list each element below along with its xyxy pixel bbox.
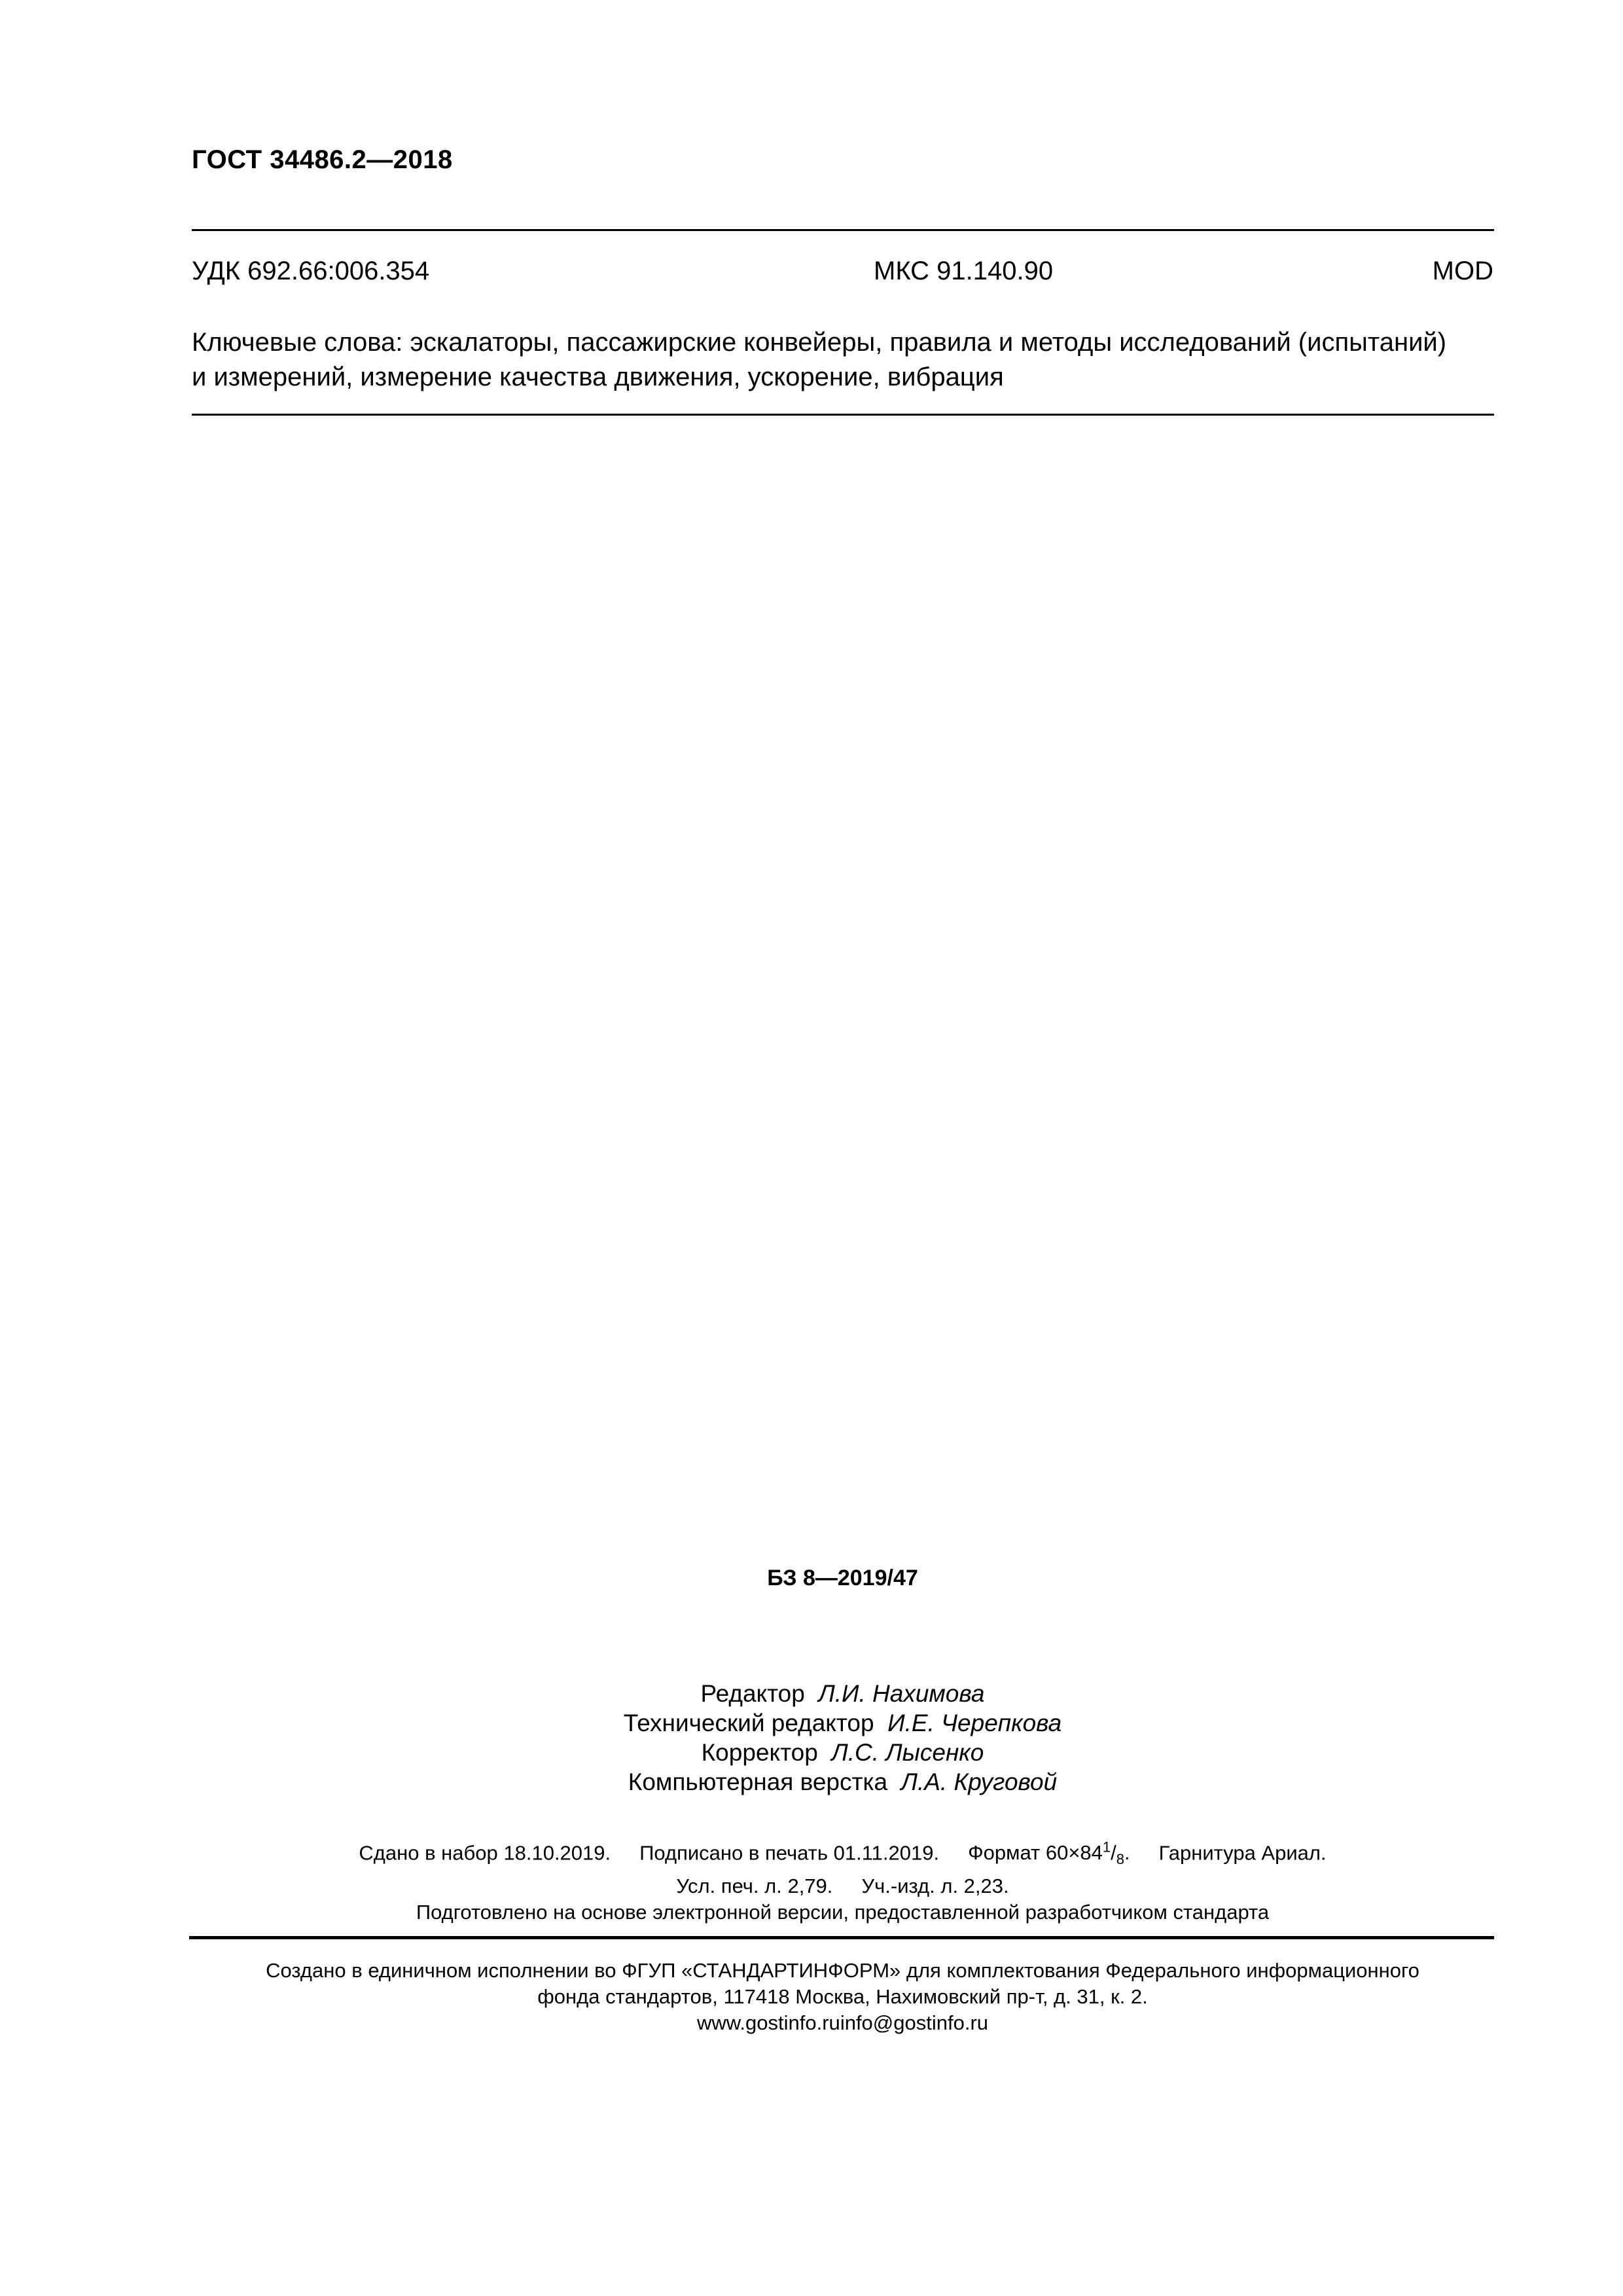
credit-editor <box>0 1679 1623 1708</box>
footer-rule <box>189 1936 1494 1939</box>
credit-name: Л.А. Круговой <box>901 1768 1058 1795</box>
signed-date: Подписано в печать 01.11.2019. <box>639 1841 940 1865</box>
credit-role: Компьютерная верстка <box>628 1768 888 1795</box>
mks-code: МКС 91.140.90 <box>874 257 1054 285</box>
printing-info <box>0 1835 1623 1926</box>
email-link[interactable]: info@gostinfo.ru <box>840 2011 989 2034</box>
keywords <box>192 325 1497 395</box>
footer-contacts <box>0 2010 1623 2036</box>
credit-role: Редактор <box>700 1680 805 1707</box>
udk-code: УДК 692.66:006.354 <box>192 257 430 285</box>
pub-sheets: Уч.-изд. л. 2,23. <box>861 1874 1009 1897</box>
bz-number: БЗ 8—2019/47 <box>767 1566 918 1590</box>
submitted-date: Сдано в набор 18.10.2019. <box>359 1841 611 1865</box>
mod-label: MOD <box>1432 257 1493 285</box>
credit-role: Корректор <box>701 1739 818 1766</box>
credits-block <box>0 1679 1623 1797</box>
website-link[interactable]: www.gostinfo.ru <box>696 2011 840 2034</box>
format-prefix: Формат 60×84 <box>968 1841 1103 1865</box>
prepared-note: Подготовлено на основе электронной версии, предоставленной разработчиком стандарта <box>416 1900 1270 1924</box>
print-sheets: Усл. печ. л. 2,79. <box>676 1874 833 1897</box>
credit-corrector <box>0 1738 1623 1767</box>
typeface: Гарнитура Ариал. <box>1158 1841 1327 1865</box>
standard-number: ГОСТ 34486.2—2018 <box>192 145 453 174</box>
printing-line-1 <box>0 1835 1623 1873</box>
footer-line-2: фонда стандартов, 117418 Москва, Нахимовский пр-т, д. 31, к. 2. <box>537 1985 1148 2008</box>
printing-line-2 <box>0 1873 1623 1899</box>
top-rule <box>192 229 1494 231</box>
format-sup: 1 <box>1102 1839 1111 1856</box>
credit-tech-editor <box>0 1708 1623 1738</box>
format-sub: 8 <box>1116 1851 1125 1868</box>
keywords-line-1: Ключевые слова: эскалаторы, пассажирские конвейеры, правила и методы исследований (испытаний) <box>192 328 1447 357</box>
keywords-line-2: и измерений, измерение качества движения, ускорение, вибрация <box>192 363 1004 391</box>
credit-name: Л.И. Нахимова <box>818 1680 985 1707</box>
keywords-rule <box>192 414 1494 416</box>
credit-role: Технический редактор <box>623 1710 874 1736</box>
footer-info <box>0 1958 1623 2036</box>
paper-format: Формат $60\times 84^1/_8$. <box>968 1839 1130 1868</box>
format-suffix: . <box>1124 1841 1130 1865</box>
credit-name: Л.С. Лысенко <box>831 1739 984 1766</box>
credit-name: И.Е. Черепкова <box>887 1710 1062 1736</box>
credit-layout <box>0 1767 1623 1797</box>
footer-line-1: Создано в единичном исполнении во ФГУП «СТАНДАРТИНФОРМ» для комплектования Федерального информационного <box>266 1959 1419 1982</box>
